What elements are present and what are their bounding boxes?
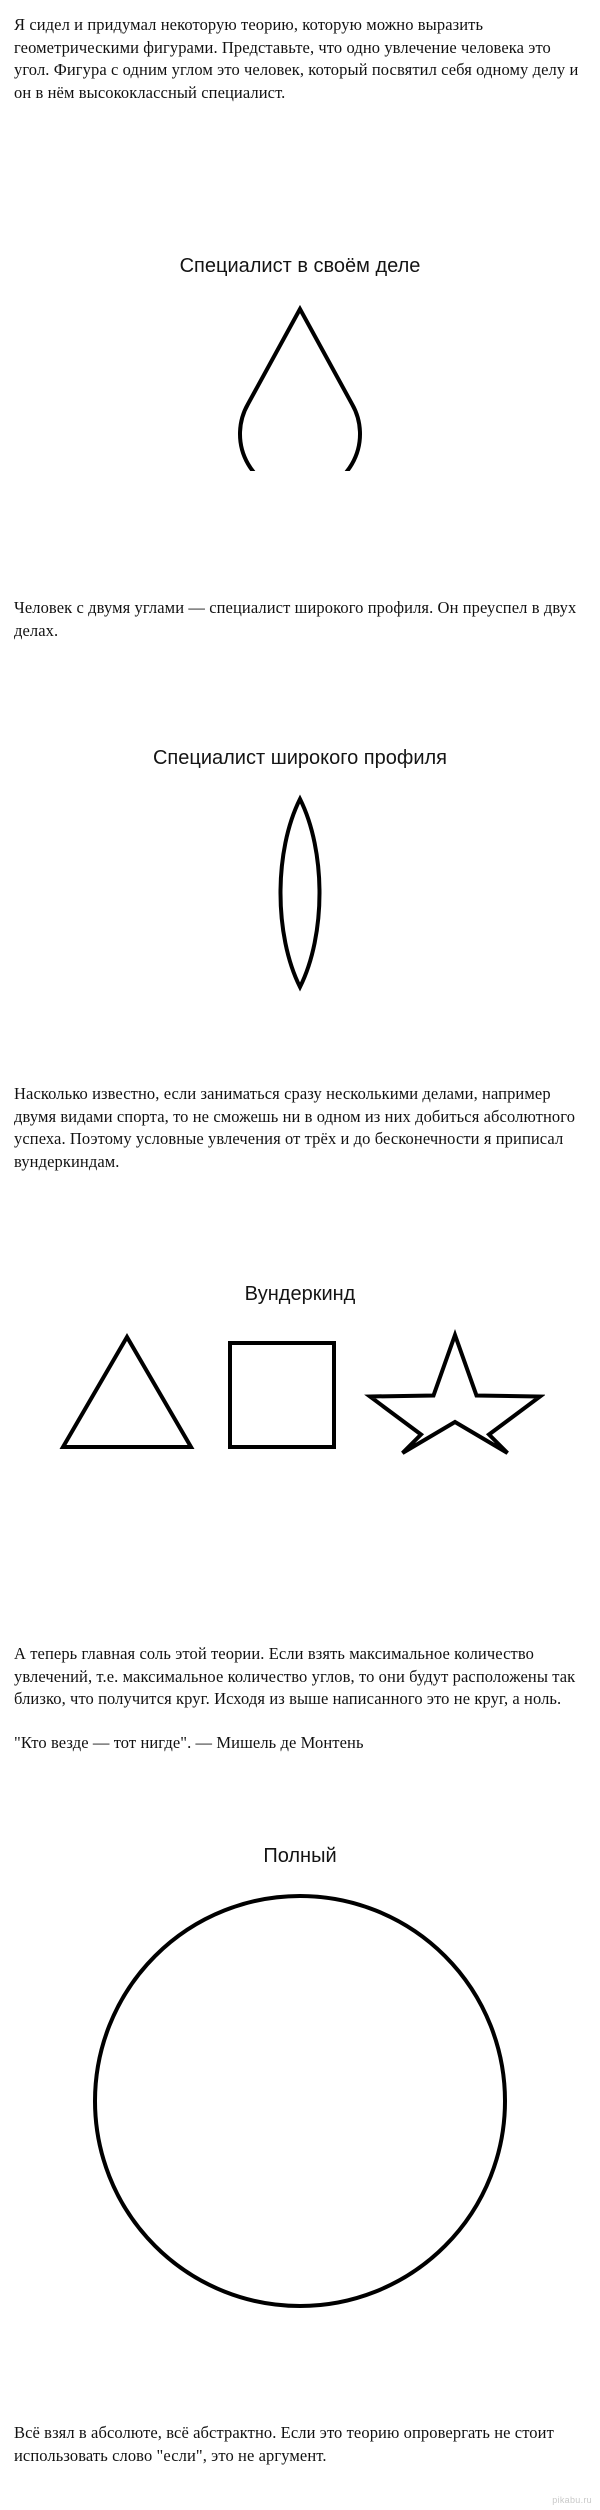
spacer <box>0 771 600 793</box>
figure-two-angles <box>0 745 600 993</box>
conclusion-text-block <box>0 2422 600 2467</box>
paragraph-intro: Я сидел и придумал некоторую теорию, которую можно выразить геометрическими фигурами. Представьте, что одно увлечение человека это угол. Фигура с одним углом это человек, который посвятил себя одному делу и он в нём высококлассный специалист. <box>14 15 579 102</box>
lens-vesica-shape <box>281 799 320 987</box>
figure-circle-title: Полный <box>263 1845 337 1867</box>
figure-one-angle <box>0 253 600 471</box>
square-shape <box>230 1343 334 1447</box>
circle-theory-text-block <box>0 1643 600 1754</box>
circle-shape <box>95 1896 505 2306</box>
figure-many-angles-canvas <box>0 1329 600 1459</box>
figure-circle <box>0 1843 600 2311</box>
figure-two-angles-title: Специалист широкого профиля <box>152 747 447 769</box>
spacer <box>0 1307 600 1329</box>
spacer <box>0 279 600 301</box>
teardrop-cone-shape <box>240 309 360 471</box>
two-angles-text-block <box>0 597 600 642</box>
watermark: pikabu.ru <box>552 2495 592 2505</box>
spacer <box>0 1869 600 1891</box>
many-angles-text-block <box>0 1083 600 1173</box>
intro-text-block <box>0 14 600 104</box>
paragraph-two-angles: Человек с двумя углами — специалист широкого профиля. Он преуспел в двух делах. <box>14 598 577 640</box>
paragraph-many-angles: Насколько известно, если заниматься сразу несколькими делами, например двумя видами спорта, то не сможешь ни в одном из них добиться абсолютного успеха. Поэтому условные увлечения от трёх и до бесконечности я приписал вундеркиндам. <box>14 1084 576 1171</box>
paragraph-circle-theory: А теперь главная соль этой теории. Если взять максимальное количество увлечений, т.е. максимальное количество углов, то они будут расположены так близко, что получится круг. Исходя из выше написанного это не круг, а ноль. <box>14 1644 576 1708</box>
paragraph-conclusion: Всё взял в абсолюте, всё абстрактно. Если это теорию опровергать не стоит использовать слово "если", это не аргумент. <box>14 2423 554 2465</box>
figure-one-angle-canvas <box>0 301 600 471</box>
paragraph-quote: "Кто везде — тот нигде". — Мишель де Монтень <box>14 1732 364 1752</box>
figure-two-angles-canvas <box>0 793 600 993</box>
figure-circle-canvas <box>0 1891 600 2311</box>
triangle-shape <box>63 1337 191 1447</box>
figure-many-angles <box>0 1281 600 1459</box>
figure-many-angles-title: Вундеркинд <box>244 1283 356 1305</box>
figure-one-angle-title: Специалист в своём деле <box>179 255 421 277</box>
star-shape <box>370 1335 540 1453</box>
